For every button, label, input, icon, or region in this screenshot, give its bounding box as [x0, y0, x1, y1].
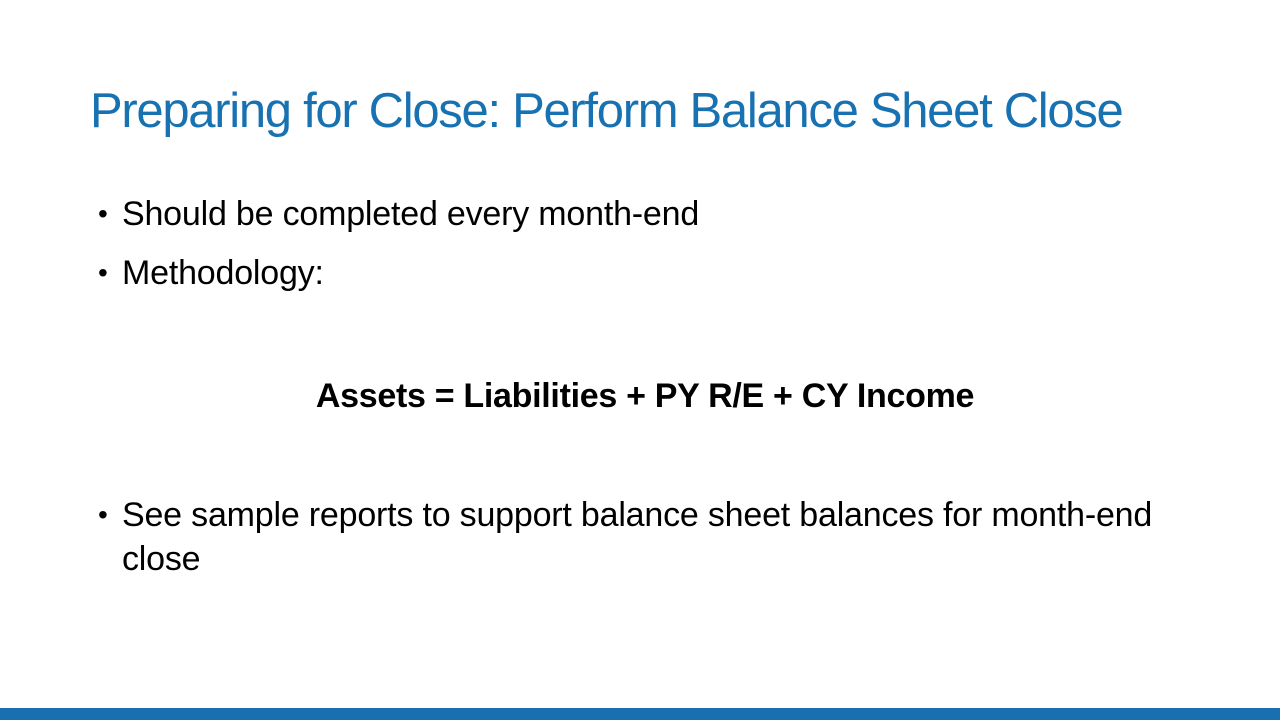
- bullet-icon: •: [98, 499, 108, 530]
- bullet-list: [98, 192, 1158, 295]
- bullet-text: Should be completed every month-end: [122, 195, 700, 233]
- bullet-item: [98, 251, 1158, 295]
- bullet-icon: •: [98, 198, 108, 229]
- slide-title: Preparing for Close: Perform Balance Sheet Close: [90, 84, 1123, 138]
- formula: Assets = Liabilities + PY R/E + CY Income: [315, 377, 975, 415]
- lower-bullet-list: [98, 493, 1158, 581]
- bullet-icon: •: [98, 257, 108, 288]
- bullet-item: [98, 192, 1158, 236]
- bullet-text: See sample reports to support balance sheet balances for month-end close: [122, 496, 1153, 578]
- bullet-item: [98, 493, 1158, 581]
- bullet-text: Methodology:: [122, 254, 324, 292]
- bottom-accent-bar: [0, 708, 1280, 720]
